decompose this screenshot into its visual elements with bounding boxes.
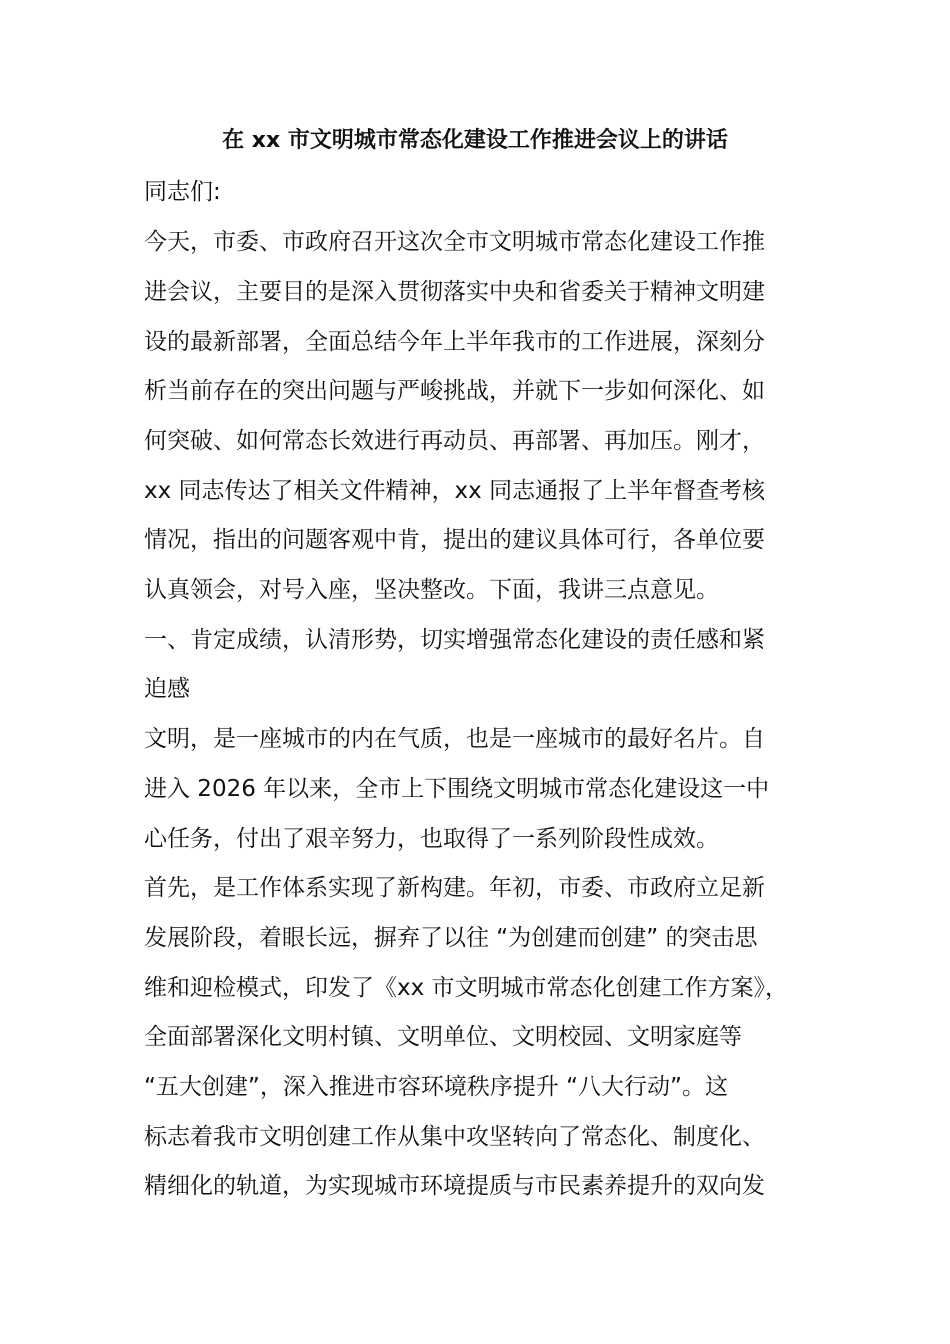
paragraph-line: xx 同志传达了相关文件精神，xx 同志通报了上半年督查考核	[144, 478, 766, 504]
paragraph-line: 设的最新部署，全面总结今年上半年我市的工作进展，深刻分	[144, 329, 765, 355]
section-heading: 一、肯定成绩，认清形势，切实增强常态化建设的责任感和紧	[144, 627, 765, 653]
paragraph-line: 首先，是工作体系实现了新构建。年初，市委、市政府立足新	[144, 875, 765, 901]
paragraph-line: 发展阶段，着眼长远，摒弃了以往 “为创建而创建” 的突击思	[144, 925, 758, 951]
paragraph-line: 全面部署深化文明村镇、文明单位、文明校园、文明家庭等	[144, 1024, 742, 1050]
paragraph-line: 认真领会，对号入座，坚决整改。下面，我讲三点意见。	[144, 577, 719, 603]
paragraph-line: 何突破、如何常态长效进行再动员、再部署、再加压。刚才，	[144, 428, 765, 454]
document-title: 在 xx 市文明城市常态化建设工作推进会议上的讲话	[222, 128, 728, 153]
salutation: 同志们:	[144, 179, 221, 205]
paragraph-line: 维和迎检模式，印发了《xx 市文明城市常态化创建工作方案》，	[144, 975, 789, 1001]
paragraph-line: 进会议，主要目的是深入贯彻落实中央和省委关于精神文明建	[144, 279, 765, 305]
paragraph-line: 文明，是一座城市的内在气质，也是一座城市的最好名片。自	[144, 726, 765, 752]
paragraph-line: 标志着我市文明创建工作从集中攻坚转向了常态化、制度化、	[144, 1124, 765, 1150]
paragraph-line: 今天，市委、市政府召开这次全市文明城市常态化建设工作推	[144, 229, 765, 255]
paragraph-line: “五大创建”，深入推进市容环境秩序提升 “八大行动”。这	[144, 1074, 728, 1100]
section-heading: 迫感	[144, 676, 190, 702]
paragraph-line: 情况，指出的问题客观中肯，提出的建议具体可行，各单位要	[144, 527, 765, 553]
paragraph-line: 心任务，付出了艰辛努力，也取得了一系列阶段性成效。	[144, 826, 719, 852]
paragraph-line: 进入 2026 年以来，全市上下围绕文明城市常态化建设这一中	[144, 776, 770, 802]
paragraph-line: 精细化的轨道，为实现城市环境提质与市民素养提升的双向发	[144, 1173, 765, 1199]
paragraph-line: 析当前存在的突出问题与严峻挑战，并就下一步如何深化、如	[144, 378, 765, 404]
